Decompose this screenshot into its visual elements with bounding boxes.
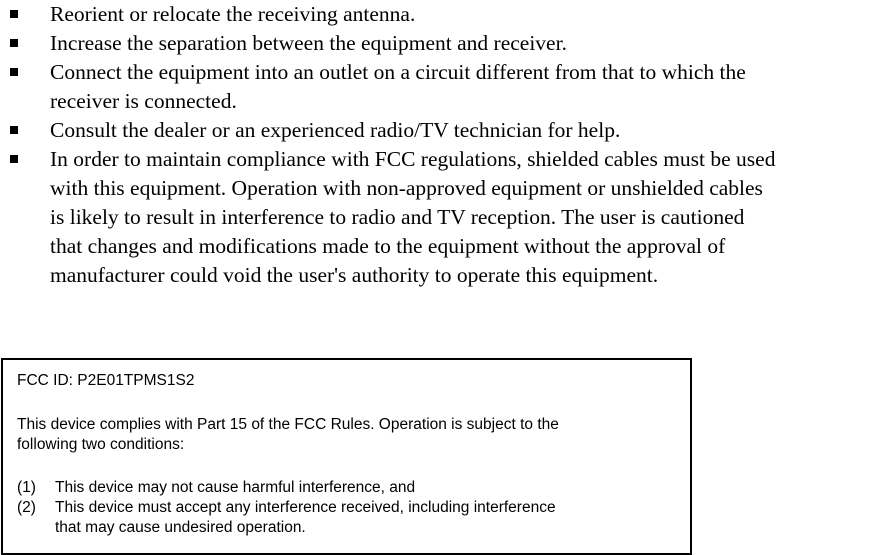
fcc-id-label: FCC ID: P2E01TPMS1S2 <box>17 372 195 389</box>
condition-item-2 <box>17 498 556 538</box>
statement-line: following two conditions: <box>17 436 185 453</box>
bullet-text-line: Increase the separation between the equipment and receiver. <box>50 31 567 55</box>
square-bullet-icon <box>10 39 18 47</box>
bullet-item-shielded-cables <box>0 145 892 290</box>
bullet-text-line: is likely to result in interference to radio and TV reception. The user is cautioned <box>50 205 745 229</box>
square-bullet-icon <box>10 10 18 18</box>
bullet-text-line: with this equipment. Operation with non-approved equipment or unshielded cables <box>50 176 763 200</box>
fcc-compliance-statement <box>17 415 559 455</box>
bullet-text-line: Connect the equipment into an outlet on a circuit different from that to which the <box>50 60 746 84</box>
bullet-text-line: manufacturer could void the user's authority to operate this equipment. <box>50 263 659 287</box>
bullet-text-line: In order to maintain compliance with FCC regulations, shielded cables must be used <box>50 147 776 171</box>
condition-text-line: This device may not cause harmful interference, and <box>55 479 416 496</box>
square-bullet-icon <box>10 68 18 76</box>
square-bullet-icon <box>10 126 18 134</box>
condition-number: (2) <box>17 499 36 516</box>
bullet-item-consult-dealer <box>0 116 892 145</box>
bullet-text-line: that changes and modifications made to the equipment without the approval of <box>50 234 726 258</box>
square-bullet-icon <box>10 155 18 163</box>
condition-text-line: This device must accept any interference received, including interference <box>55 499 556 516</box>
bullet-item-separation <box>0 29 892 58</box>
condition-text-line: that may cause undesired operation. <box>55 519 306 536</box>
bullet-text-line: receiver is connected. <box>50 89 237 113</box>
condition-number: (1) <box>17 479 36 496</box>
fcc-compliance-box <box>1 358 692 555</box>
bullet-text-line: Consult the dealer or an experienced radio/TV technician for help. <box>50 118 621 142</box>
bullet-text-line: Reorient or relocate the receiving antenna. <box>50 2 416 26</box>
bullet-item-outlet <box>0 58 892 116</box>
condition-item-1 <box>17 478 556 498</box>
statement-line: This device complies with Part 15 of the FCC Rules. Operation is subject to the <box>17 416 559 433</box>
fcc-conditions-list <box>17 478 556 538</box>
bullet-item-reorient <box>0 0 892 29</box>
